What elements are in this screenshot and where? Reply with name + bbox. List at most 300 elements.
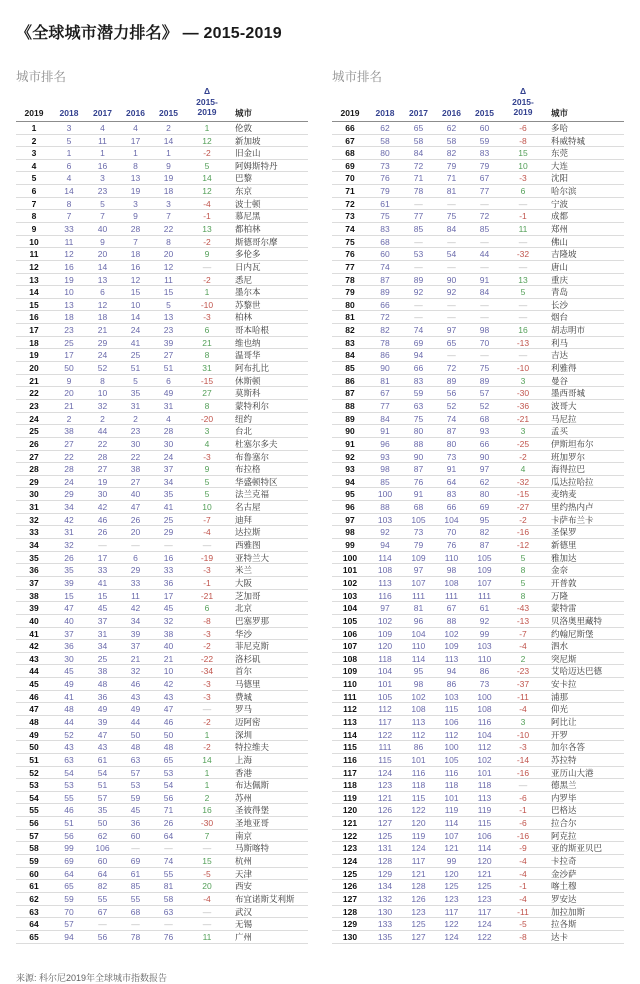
rank-2017: 55 bbox=[97, 893, 108, 904]
delta-value: — bbox=[202, 704, 212, 715]
rank-2016: 29 bbox=[130, 565, 141, 576]
rank-2017: 114 bbox=[411, 653, 426, 664]
city-name: 沈阳 bbox=[551, 173, 569, 184]
rank-2019: 81 bbox=[345, 312, 355, 323]
delta-value: 11 bbox=[202, 931, 212, 942]
city-name: 迪拜 bbox=[235, 514, 253, 525]
rank-2016: — bbox=[131, 843, 140, 854]
table-row bbox=[332, 375, 624, 388]
rank-2019: 73 bbox=[345, 211, 355, 222]
delta-range-line1: 2015- bbox=[196, 96, 218, 107]
rank-2019: 69 bbox=[345, 160, 355, 171]
city-name: 大阪 bbox=[235, 577, 253, 588]
rank-2019: 79 bbox=[345, 287, 355, 298]
delta-range-line2: 2019 bbox=[513, 107, 533, 118]
rank-2015: 119 bbox=[477, 805, 492, 816]
rank-2015: 75 bbox=[479, 363, 490, 374]
city-name: 胡志明市 bbox=[551, 325, 586, 336]
rank-2018: 88 bbox=[380, 502, 390, 513]
rank-2015: 108 bbox=[477, 704, 492, 715]
rank-2018: 35 bbox=[64, 565, 74, 576]
city-name: 马斯喀特 bbox=[235, 843, 270, 854]
rank-2019: 99 bbox=[345, 540, 355, 551]
col-header-city: 城市 bbox=[551, 107, 569, 118]
delta-value: -3 bbox=[203, 312, 211, 323]
delta-value: -1 bbox=[519, 805, 527, 816]
rank-2019: 4 bbox=[31, 160, 37, 171]
rank-2015: — bbox=[164, 919, 173, 930]
rank-2019: 96 bbox=[345, 502, 355, 513]
rank-2016: 11 bbox=[131, 590, 140, 601]
rank-2019: 101 bbox=[342, 565, 358, 576]
rank-2018: 27 bbox=[64, 438, 74, 449]
delta-value: -37 bbox=[516, 679, 530, 690]
rank-2018: 73 bbox=[380, 160, 390, 171]
table-row bbox=[16, 640, 308, 653]
rank-2018: 62 bbox=[380, 122, 390, 133]
table-row bbox=[332, 564, 624, 577]
rank-2015: 68 bbox=[479, 413, 490, 424]
rank-2017: 104 bbox=[411, 628, 426, 639]
table-row bbox=[332, 337, 624, 350]
rank-2018: 9 bbox=[66, 375, 72, 386]
rank-2016: 2 bbox=[133, 413, 138, 424]
city-name: 特拉维夫 bbox=[235, 742, 270, 753]
rank-2018: 103 bbox=[377, 514, 393, 525]
delta-value: 20 bbox=[202, 881, 212, 892]
city-name: 约翰尼斯堡 bbox=[551, 628, 594, 639]
delta-value: 11 bbox=[518, 224, 528, 234]
rank-2016: 22 bbox=[130, 451, 141, 462]
rank-2016: 111 bbox=[445, 590, 458, 601]
rank-2018: 85 bbox=[380, 476, 390, 487]
table-row bbox=[16, 615, 308, 628]
rank-2019: 85 bbox=[345, 363, 355, 374]
rank-2019: 129 bbox=[342, 919, 358, 930]
rank-2018: 22 bbox=[64, 451, 74, 462]
rank-2019: 28 bbox=[29, 464, 39, 475]
table-row bbox=[332, 779, 624, 792]
delta-value: 1 bbox=[204, 122, 210, 133]
table-row bbox=[16, 160, 308, 173]
rank-2017: 80 bbox=[413, 426, 424, 437]
rank-2018: 14 bbox=[64, 186, 74, 197]
rank-2019: 56 bbox=[29, 818, 39, 829]
rank-2016: 119 bbox=[444, 805, 459, 816]
col-header-delta bbox=[501, 86, 545, 118]
rank-2016: 58 bbox=[446, 135, 457, 146]
table-row bbox=[16, 223, 308, 236]
delta-value: 5 bbox=[204, 476, 210, 487]
table-row bbox=[332, 817, 624, 830]
delta-value: -2 bbox=[519, 514, 527, 525]
rank-2016: 89 bbox=[446, 375, 457, 386]
table-row bbox=[332, 463, 624, 476]
rank-2018: 51 bbox=[64, 818, 74, 829]
rank-2017: 101 bbox=[411, 754, 426, 765]
table-row bbox=[16, 855, 308, 868]
rank-2017: 63 bbox=[413, 400, 424, 411]
rank-2016: 55 bbox=[130, 893, 141, 904]
table-row bbox=[16, 792, 308, 805]
rank-2017: 40 bbox=[97, 224, 108, 234]
rank-2017: 126 bbox=[411, 893, 426, 904]
rank-2017: 21 bbox=[97, 325, 108, 336]
rank-2015: 104 bbox=[477, 729, 492, 740]
rank-2019: 11 bbox=[29, 249, 39, 260]
rank-2018: 50 bbox=[64, 363, 74, 374]
page-title: 《全球城市潜力排名》 — 2015-2019 bbox=[16, 25, 282, 42]
rank-2015: 74 bbox=[163, 856, 174, 867]
rank-2015: 101 bbox=[477, 767, 492, 778]
city-name: 罗马 bbox=[235, 704, 253, 715]
rank-2016: 59 bbox=[130, 792, 141, 803]
rank-2017: 7 bbox=[100, 211, 105, 222]
table-row bbox=[332, 198, 624, 211]
rank-2016: 98 bbox=[446, 565, 457, 576]
rank-2016: 9 bbox=[133, 211, 138, 222]
city-name: 旧金山 bbox=[235, 148, 261, 159]
rank-2016: 63 bbox=[130, 754, 141, 765]
rank-2016: 105 bbox=[444, 754, 459, 765]
rank-2018: 21 bbox=[64, 400, 74, 411]
delta-value: 8 bbox=[204, 400, 210, 411]
table-row bbox=[16, 868, 308, 881]
rank-2019: 13 bbox=[29, 274, 39, 285]
rank-2016: 101 bbox=[444, 792, 459, 803]
rank-2015: 30 bbox=[163, 438, 174, 449]
delta-value: 5 bbox=[520, 287, 526, 298]
rank-2018: 64 bbox=[64, 868, 74, 879]
rank-2017: 23 bbox=[97, 186, 108, 197]
city-name: 重庆 bbox=[551, 274, 569, 285]
rank-2018: 3 bbox=[66, 122, 72, 133]
rank-2018: 56 bbox=[64, 830, 74, 841]
rank-2017: 58 bbox=[413, 135, 424, 146]
rank-2016: 21 bbox=[130, 653, 141, 664]
rank-2016: 26 bbox=[130, 514, 141, 525]
rank-2019: 76 bbox=[345, 249, 355, 260]
delta-value: -1 bbox=[203, 577, 211, 588]
delta-value: — bbox=[202, 843, 212, 854]
rank-2019: 104 bbox=[342, 603, 358, 614]
city-name: 台北 bbox=[235, 426, 253, 437]
city-name: 休斯顿 bbox=[235, 375, 261, 386]
rank-2018: 111 bbox=[378, 742, 392, 753]
table-row bbox=[332, 172, 624, 185]
table-row bbox=[16, 476, 308, 489]
table-row bbox=[16, 552, 308, 565]
rank-2016: 41 bbox=[130, 337, 141, 348]
delta-value: — bbox=[518, 261, 528, 272]
rank-2016: 7 bbox=[133, 236, 138, 247]
rank-2015: 5 bbox=[166, 299, 171, 310]
table-row bbox=[16, 324, 308, 337]
rank-2017: 4 bbox=[100, 122, 105, 133]
table-row bbox=[16, 678, 308, 691]
rank-2018: 38 bbox=[64, 426, 74, 437]
table-row bbox=[332, 640, 624, 653]
rank-2018: 76 bbox=[380, 173, 390, 184]
city-name: 艾哈迈达巴德 bbox=[551, 666, 603, 677]
rank-2016: 8 bbox=[133, 160, 138, 171]
rank-2017: 15 bbox=[97, 590, 108, 601]
rank-2015: 100 bbox=[477, 691, 492, 702]
rank-2019: 45 bbox=[29, 679, 39, 690]
city-name: 法兰克福 bbox=[235, 489, 270, 500]
city-name: 菲尼克斯 bbox=[235, 641, 270, 652]
rank-2015: 113 bbox=[477, 792, 492, 803]
rank-2017: 35 bbox=[97, 805, 108, 816]
tables-container bbox=[16, 67, 624, 944]
delta-value: -8 bbox=[519, 135, 527, 146]
rank-2015: 56 bbox=[163, 792, 174, 803]
table-row bbox=[332, 615, 624, 628]
delta-value: -2 bbox=[203, 716, 211, 727]
rank-2019: 34 bbox=[29, 540, 39, 551]
rank-2016: 99 bbox=[446, 856, 457, 867]
rank-2019: 48 bbox=[29, 716, 39, 727]
rank-2019: 25 bbox=[29, 426, 39, 437]
delta-value: -1 bbox=[519, 881, 527, 892]
rank-2016: 39 bbox=[130, 628, 141, 639]
city-name: 拉各斯 bbox=[551, 919, 577, 930]
rank-2016: 45 bbox=[130, 805, 141, 816]
rank-2019: 77 bbox=[345, 261, 355, 272]
rank-2018: 122 bbox=[377, 729, 393, 740]
rank-2015: — bbox=[480, 261, 489, 272]
col-header-2016: 2016 bbox=[442, 107, 461, 118]
delta-value: 6 bbox=[520, 186, 526, 197]
rank-2017: — bbox=[414, 299, 423, 310]
rank-2017: 42 bbox=[97, 502, 108, 513]
delta-value: -2 bbox=[519, 451, 527, 462]
table-row bbox=[16, 286, 308, 299]
city-name: 费城 bbox=[235, 691, 253, 702]
rank-2017: 37 bbox=[97, 615, 108, 626]
delta-value: -10 bbox=[516, 363, 530, 374]
city-name: 布达佩斯 bbox=[235, 780, 270, 791]
rank-2019: 108 bbox=[342, 653, 358, 664]
rank-2019: 103 bbox=[342, 590, 358, 601]
rank-2015: 18 bbox=[163, 186, 174, 197]
rank-2015: 49 bbox=[163, 388, 174, 399]
rank-2016: 74 bbox=[446, 413, 457, 424]
city-name: 慕尼黑 bbox=[235, 211, 261, 222]
rank-2018: 101 bbox=[377, 679, 393, 690]
rank-2015: 31 bbox=[163, 400, 174, 411]
rank-2017: 26 bbox=[97, 527, 108, 538]
city-name: 洛杉矶 bbox=[235, 653, 261, 664]
rank-2018: 114 bbox=[378, 552, 392, 563]
rank-2018: 97 bbox=[380, 603, 390, 614]
table-row bbox=[332, 602, 624, 615]
table-row bbox=[332, 248, 624, 261]
rank-2015: 24 bbox=[163, 451, 174, 462]
rank-2019: 27 bbox=[29, 451, 39, 462]
rank-2017: 41 bbox=[97, 577, 108, 588]
city-name: 马尼拉 bbox=[551, 413, 577, 424]
rank-2016: 31 bbox=[130, 400, 141, 411]
rank-2018: 120 bbox=[377, 641, 393, 652]
city-name: 雅加达 bbox=[551, 552, 577, 563]
rank-2018: 19 bbox=[64, 274, 74, 285]
rank-2018: 49 bbox=[64, 679, 74, 690]
city-name: 佛山 bbox=[551, 236, 569, 247]
city-name: 唐山 bbox=[551, 261, 569, 272]
rank-2017: 120 bbox=[411, 818, 426, 829]
city-name: 利马 bbox=[551, 337, 569, 348]
rank-2018: 61 bbox=[380, 198, 390, 209]
rank-2019: 118 bbox=[343, 780, 357, 791]
city-name: 香港 bbox=[235, 767, 253, 778]
table-row bbox=[332, 476, 624, 489]
rank-2017: 14 bbox=[97, 261, 108, 272]
rank-2017: 125 bbox=[411, 919, 426, 930]
rank-2016: — bbox=[447, 312, 456, 323]
rank-2015: 81 bbox=[163, 881, 174, 892]
rank-2015: — bbox=[480, 198, 489, 209]
rank-2017: 57 bbox=[97, 792, 108, 803]
table-row bbox=[16, 880, 308, 893]
rank-2017: 2 bbox=[100, 413, 105, 424]
rank-2017: — bbox=[98, 919, 107, 930]
rank-2019: 57 bbox=[29, 830, 39, 841]
rank-2016: 107 bbox=[444, 830, 459, 841]
rank-2016: — bbox=[131, 919, 140, 930]
rank-2017: 116 bbox=[411, 767, 426, 778]
rank-2016: 125 bbox=[444, 881, 459, 892]
city-name: 哥本哈根 bbox=[235, 325, 270, 336]
rank-2018: 41 bbox=[64, 691, 74, 702]
city-name: 烟台 bbox=[551, 312, 569, 323]
delta-value: -3 bbox=[519, 742, 527, 753]
rank-2019: 66 bbox=[345, 122, 355, 133]
rank-2019: 18 bbox=[29, 337, 39, 348]
rank-2018: 102 bbox=[377, 615, 393, 626]
table-row bbox=[332, 804, 624, 817]
rank-2018: 45 bbox=[64, 666, 74, 677]
table-row bbox=[16, 299, 308, 312]
delta-value: -10 bbox=[516, 729, 530, 740]
rank-2016: 40 bbox=[130, 489, 141, 500]
delta-value: -21 bbox=[516, 413, 530, 424]
table-row bbox=[16, 539, 308, 552]
city-name: 开罗 bbox=[551, 729, 569, 740]
city-name: 加尔各答 bbox=[551, 742, 586, 753]
delta-value: -14 bbox=[516, 754, 530, 765]
delta-value: 2 bbox=[520, 653, 526, 664]
rank-2015: 54 bbox=[163, 780, 174, 791]
rank-2019: 44 bbox=[29, 666, 39, 677]
table-row bbox=[332, 716, 624, 729]
table-row bbox=[332, 792, 624, 805]
rank-2017: 119 bbox=[411, 830, 426, 841]
rank-2016: 62 bbox=[446, 122, 457, 133]
rank-2016: 12 bbox=[130, 274, 141, 285]
rank-2019: 24 bbox=[29, 413, 39, 424]
city-name: 天津 bbox=[235, 868, 253, 879]
table-row bbox=[16, 628, 308, 641]
rank-2016: 83 bbox=[446, 489, 457, 500]
rank-2016: 52 bbox=[446, 400, 457, 411]
rank-2015: 63 bbox=[163, 906, 174, 917]
delta-value: -5 bbox=[519, 919, 527, 930]
rank-2019: 50 bbox=[29, 742, 39, 753]
rank-2017: 65 bbox=[413, 122, 424, 133]
rank-2018: 83 bbox=[380, 224, 390, 234]
rank-2016: 47 bbox=[130, 502, 141, 513]
rank-2019: 2 bbox=[31, 135, 37, 146]
rank-2015: 65 bbox=[163, 754, 174, 765]
rank-2018: 115 bbox=[378, 754, 392, 765]
rank-2019: 123 bbox=[342, 843, 358, 854]
rank-2019: 55 bbox=[29, 805, 39, 816]
rank-2016: 90 bbox=[446, 274, 457, 285]
table-row bbox=[332, 488, 624, 501]
rank-2019: 42 bbox=[29, 641, 39, 652]
rank-2018: 28 bbox=[64, 464, 74, 475]
table-row bbox=[16, 122, 308, 135]
rank-2019: 93 bbox=[345, 464, 355, 475]
table-row bbox=[332, 274, 624, 287]
rank-2015: 106 bbox=[477, 830, 492, 841]
rank-2018: 42 bbox=[64, 514, 74, 525]
delta-value: 15 bbox=[202, 856, 212, 867]
rank-2015: 79 bbox=[479, 160, 490, 171]
rank-2016: 1 bbox=[133, 148, 138, 159]
rank-2015: 41 bbox=[163, 502, 174, 513]
rank-2017: 112 bbox=[411, 729, 426, 740]
table-row bbox=[332, 349, 624, 362]
rank-2016: 30 bbox=[130, 438, 141, 449]
city-name: 广州 bbox=[235, 931, 253, 942]
rank-2016: 121 bbox=[444, 843, 459, 854]
rank-2017: 68 bbox=[413, 502, 424, 513]
rank-2016: 100 bbox=[444, 742, 459, 753]
delta-value: -2 bbox=[203, 742, 211, 753]
rank-2017: 123 bbox=[411, 906, 426, 917]
rank-2015: 72 bbox=[479, 211, 490, 222]
city-name: 金沙萨 bbox=[551, 868, 577, 879]
city-name: 瓜达拉哈拉 bbox=[551, 476, 594, 487]
rank-2019: 8 bbox=[31, 211, 37, 222]
city-name: 亚历山大港 bbox=[551, 767, 594, 778]
rank-2018: 135 bbox=[377, 931, 393, 942]
delta-value: — bbox=[202, 906, 212, 917]
rank-2017: 87 bbox=[413, 464, 424, 475]
table-row bbox=[16, 842, 308, 855]
rank-2019: 125 bbox=[342, 868, 358, 879]
rank-2015: 103 bbox=[477, 641, 492, 652]
rank-2018: 44 bbox=[64, 716, 74, 727]
rank-2017: 90 bbox=[413, 451, 424, 462]
rank-2016: 109 bbox=[444, 641, 459, 652]
rank-2018: 43 bbox=[64, 742, 74, 753]
rank-2015: 121 bbox=[477, 868, 492, 879]
rank-2019: 38 bbox=[29, 590, 39, 601]
rank-2019: 111 bbox=[343, 691, 357, 702]
rank-2018: 8 bbox=[66, 198, 72, 209]
rank-2017: 72 bbox=[413, 160, 424, 171]
rank-2015: 4 bbox=[166, 413, 171, 424]
rank-2015: 76 bbox=[163, 931, 174, 942]
table-row bbox=[332, 918, 624, 931]
rank-2019: 124 bbox=[342, 856, 358, 867]
rank-2016: 68 bbox=[130, 906, 141, 917]
city-name: 波士顿 bbox=[235, 198, 261, 209]
rank-2018: 75 bbox=[380, 211, 390, 222]
